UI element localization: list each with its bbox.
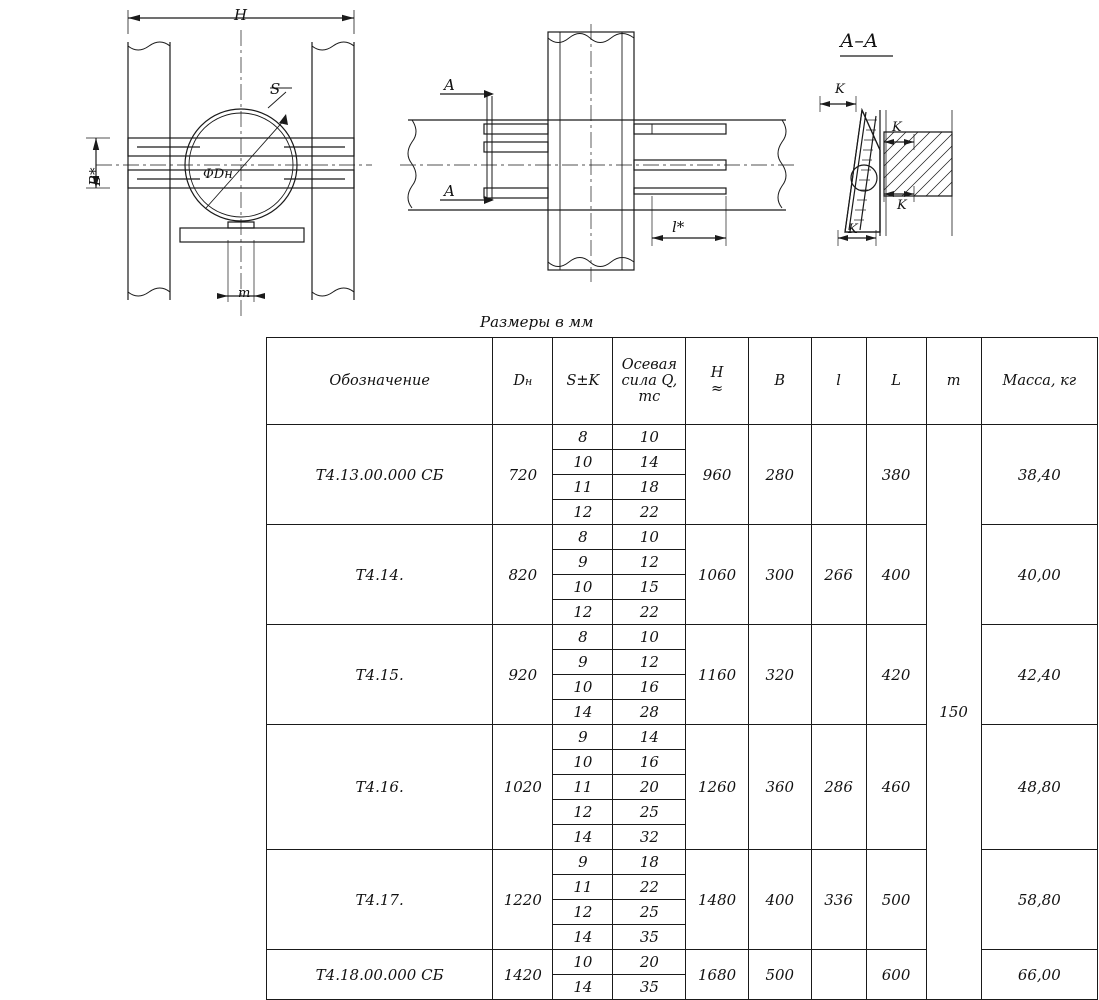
cell-axial-force: 32 bbox=[613, 825, 686, 850]
cell-l-small bbox=[811, 950, 866, 1000]
dim-label-l-star: l* bbox=[672, 218, 685, 236]
section-mark-a-top: A bbox=[444, 76, 455, 94]
dim-label-B: B* bbox=[86, 167, 104, 186]
section-mark-a-bottom: A bbox=[444, 182, 455, 200]
cell-axial-force: 28 bbox=[613, 700, 686, 725]
cell-mass: 38,40 bbox=[981, 425, 1097, 525]
cell-mass: 40,00 bbox=[981, 525, 1097, 625]
cell-sk: 8 bbox=[553, 525, 613, 550]
cell-axial-force: 14 bbox=[613, 725, 686, 750]
dim-label-k-3: K bbox=[897, 198, 907, 213]
cell-designation: Т4.17. bbox=[267, 850, 493, 950]
cell-sk: 14 bbox=[553, 700, 613, 725]
dim-label-k-2: K bbox=[892, 120, 902, 135]
cell-mass: 58,80 bbox=[981, 850, 1097, 950]
cell-axial-force: 22 bbox=[613, 600, 686, 625]
cell-sk: 12 bbox=[553, 600, 613, 625]
cell-axial-force: 10 bbox=[613, 625, 686, 650]
cell-axial-force: 12 bbox=[613, 650, 686, 675]
header-mass: Масса, кг bbox=[981, 338, 1097, 425]
cell-l-big: 380 bbox=[866, 425, 926, 525]
dim-label-H: H bbox=[234, 6, 248, 24]
header-b: B bbox=[748, 338, 811, 425]
header-dn-text: D bbox=[513, 372, 526, 389]
table-header-row bbox=[267, 338, 1098, 425]
cell-sk: 9 bbox=[553, 550, 613, 575]
cell-axial-force: 14 bbox=[613, 450, 686, 475]
cell-sk: 14 bbox=[553, 825, 613, 850]
cell-axial-force: 22 bbox=[613, 875, 686, 900]
cell-designation: Т4.18.00.000 СБ bbox=[267, 950, 493, 1000]
label-diameter-Dn: ФDн bbox=[203, 167, 233, 182]
specification-table bbox=[266, 337, 1098, 1000]
cell-axial-force: 10 bbox=[613, 525, 686, 550]
cell-sk: 8 bbox=[553, 625, 613, 650]
dim-label-m: m bbox=[238, 286, 251, 301]
cell-dn: 720 bbox=[493, 425, 553, 525]
dim-label-k-1: K bbox=[835, 82, 845, 97]
header-l-big: L bbox=[866, 338, 926, 425]
cell-dn: 920 bbox=[493, 625, 553, 725]
cell-l-big: 460 bbox=[866, 725, 926, 850]
cell-axial-force: 20 bbox=[613, 950, 686, 975]
table-body bbox=[267, 425, 1098, 1000]
cell-axial-force: 10 bbox=[613, 425, 686, 450]
header-dn-sub: н bbox=[525, 374, 533, 388]
cell-b: 360 bbox=[748, 725, 811, 850]
cell-sk: 11 bbox=[553, 775, 613, 800]
section-title-a-a: А–А bbox=[840, 30, 879, 52]
cell-sk: 10 bbox=[553, 750, 613, 775]
cell-axial-force: 35 bbox=[613, 925, 686, 950]
cell-dn: 1220 bbox=[493, 850, 553, 950]
cell-h: 1480 bbox=[686, 850, 749, 950]
cell-dn: 820 bbox=[493, 525, 553, 625]
cell-l-big: 500 bbox=[866, 850, 926, 950]
cell-l-small: 336 bbox=[811, 850, 866, 950]
cell-sk: 9 bbox=[553, 850, 613, 875]
cell-h: 1260 bbox=[686, 725, 749, 850]
cell-axial-force: 35 bbox=[613, 975, 686, 1000]
cell-axial-force: 18 bbox=[613, 850, 686, 875]
cell-axial-force: 20 bbox=[613, 775, 686, 800]
cell-axial-force: 12 bbox=[613, 550, 686, 575]
cell-designation: Т4.16. bbox=[267, 725, 493, 850]
header-designation: Обозначение bbox=[267, 338, 493, 425]
cell-sk: 14 bbox=[553, 975, 613, 1000]
header-sk: S±K bbox=[553, 338, 613, 425]
cell-sk: 9 bbox=[553, 650, 613, 675]
label-S: S bbox=[270, 80, 281, 98]
cell-sk: 12 bbox=[553, 900, 613, 925]
cell-axial-force: 16 bbox=[613, 750, 686, 775]
cell-l-small bbox=[811, 625, 866, 725]
cell-axial-force: 18 bbox=[613, 475, 686, 500]
header-l-small: l bbox=[811, 338, 866, 425]
table-row bbox=[267, 425, 1098, 450]
cell-h: 1060 bbox=[686, 525, 749, 625]
cell-axial-force: 25 bbox=[613, 900, 686, 925]
technical-drawing-views bbox=[0, 0, 1099, 330]
cell-l-small: 286 bbox=[811, 725, 866, 850]
cell-mass: 66,00 bbox=[981, 950, 1097, 1000]
cell-h: 960 bbox=[686, 425, 749, 525]
header-dn bbox=[493, 338, 553, 425]
cell-axial-force: 15 bbox=[613, 575, 686, 600]
table-caption: Размеры в мм bbox=[480, 313, 594, 331]
cell-b: 280 bbox=[748, 425, 811, 525]
cell-sk: 8 bbox=[553, 425, 613, 450]
cell-b: 500 bbox=[748, 950, 811, 1000]
cell-sk: 10 bbox=[553, 950, 613, 975]
cell-sk: 11 bbox=[553, 875, 613, 900]
cell-axial-force: 16 bbox=[613, 675, 686, 700]
dim-label-k-4: K bbox=[848, 222, 858, 237]
cell-b: 400 bbox=[748, 850, 811, 950]
cell-sk: 10 bbox=[553, 675, 613, 700]
header-h-text: H bbox=[710, 364, 724, 381]
cell-l-big: 600 bbox=[866, 950, 926, 1000]
cell-sk: 12 bbox=[553, 500, 613, 525]
cell-sk: 10 bbox=[553, 450, 613, 475]
cell-b: 320 bbox=[748, 625, 811, 725]
cell-h: 1680 bbox=[686, 950, 749, 1000]
cell-sk: 11 bbox=[553, 475, 613, 500]
header-h-sub: ≈ bbox=[711, 381, 724, 397]
cell-designation: Т4.15. bbox=[267, 625, 493, 725]
cell-dn: 1420 bbox=[493, 950, 553, 1000]
cell-axial-force: 25 bbox=[613, 800, 686, 825]
header-h bbox=[686, 338, 749, 425]
cell-sk: 9 bbox=[553, 725, 613, 750]
cell-sk: 12 bbox=[553, 800, 613, 825]
cell-l-big: 400 bbox=[866, 525, 926, 625]
cell-axial-force: 22 bbox=[613, 500, 686, 525]
cell-sk: 10 bbox=[553, 575, 613, 600]
cell-dn: 1020 bbox=[493, 725, 553, 850]
cell-b: 300 bbox=[748, 525, 811, 625]
cell-designation: Т4.14. bbox=[267, 525, 493, 625]
cell-h: 1160 bbox=[686, 625, 749, 725]
cell-mass: 48,80 bbox=[981, 725, 1097, 850]
cell-m: 150 bbox=[926, 425, 981, 1000]
cell-mass: 42,40 bbox=[981, 625, 1097, 725]
header-axial-force: Осевая сила Q, тс bbox=[613, 338, 686, 425]
cell-l-small bbox=[811, 425, 866, 525]
cell-l-big: 420 bbox=[866, 625, 926, 725]
cell-designation: Т4.13.00.000 СБ bbox=[267, 425, 493, 525]
cell-l-small: 266 bbox=[811, 525, 866, 625]
header-m: m bbox=[926, 338, 981, 425]
cell-sk: 14 bbox=[553, 925, 613, 950]
